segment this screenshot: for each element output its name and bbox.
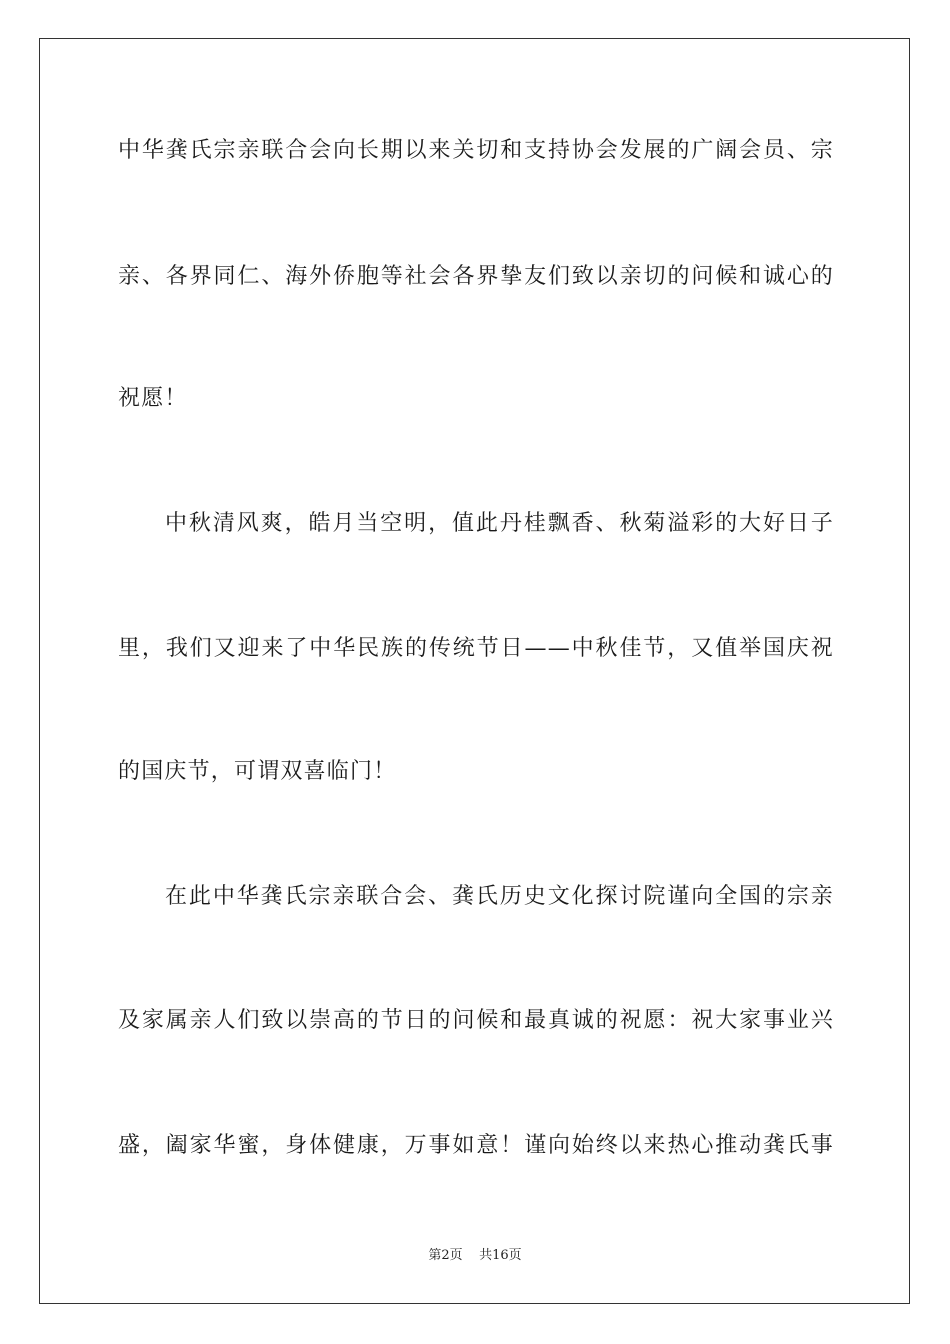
page-border bbox=[39, 38, 910, 1304]
body-line-4: 中秋清风爽，皓月当空明，值此丹桂飘香、秋菊溢彩的大好日子 bbox=[165, 511, 834, 536]
body-line-6: 的国庆节，可谓双喜临门！ bbox=[118, 759, 397, 784]
page-footer bbox=[0, 1247, 950, 1265]
body-line-2: 亲、各界同仁、海外侨胞等社会各界挚友们致以亲切的问候和诚心的 bbox=[118, 264, 834, 289]
body-line-7: 在此中华龚氏宗亲联合会、龚氏历史文化探讨院谨向全国的宗亲 bbox=[165, 884, 834, 909]
body-line-9: 盛，阖家华蜜，身体健康，万事如意！谨向始终以来热心推动龚氏事 bbox=[118, 1133, 834, 1158]
body-line-1: 中华龚氏宗亲联合会向长期以来关切和支持协会发展的广阔会员、宗 bbox=[118, 138, 834, 163]
total-pages-label: 共16页 bbox=[479, 1248, 522, 1263]
body-line-8: 及家属亲人们致以崇高的节日的问候和最真诚的祝愿：祝大家事业兴 bbox=[118, 1008, 834, 1033]
body-line-3: 祝愿！ bbox=[118, 386, 188, 411]
body-line-5: 里，我们又迎来了中华民族的传统节日——中秋佳节，又值举国庆祝 bbox=[118, 636, 834, 661]
current-page-label: 第2页 bbox=[428, 1248, 463, 1263]
